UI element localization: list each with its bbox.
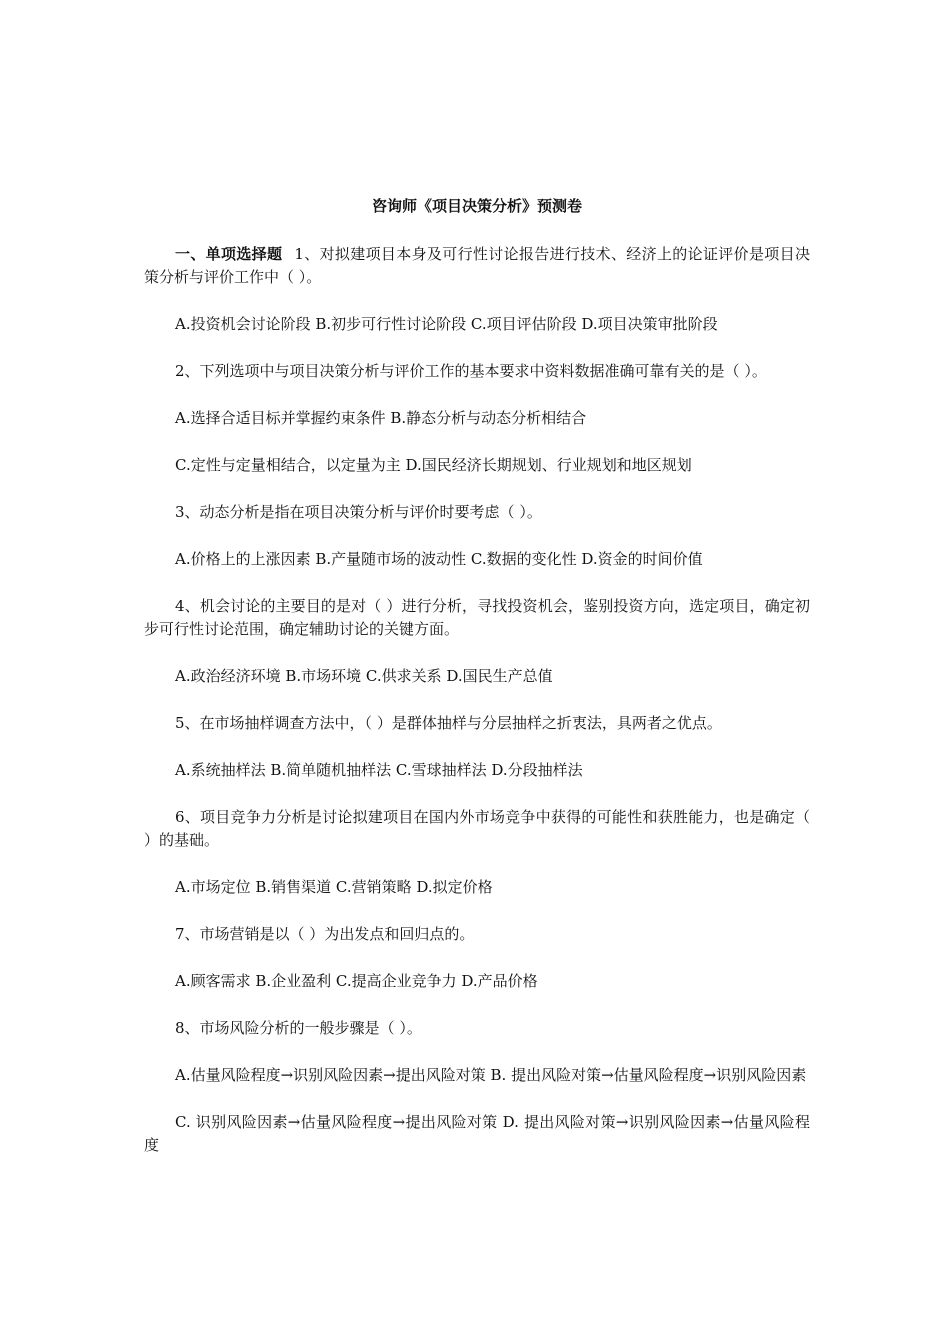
section-label: 一、单项选择题	[175, 245, 283, 263]
question-4: 4、机会讨论的主要目的是对（ ）进行分析，寻找投资机会，鉴别投资方向，选定项目，确定初步可行性讨论范围，确定辅助讨论的关键方面。	[144, 597, 810, 638]
question-2: 2、下列选项中与项目决策分析与评价工作的基本要求中资料数据准确可靠有关的是（ ）。	[175, 362, 767, 380]
question-8: 8、市场风险分析的一般步骤是（ ）。	[175, 1019, 422, 1037]
question-8-options-ab: A.估量风险程度→识别风险因素→提出风险对策 B. 提出风险对策→估量风险程度→识别风险因素	[175, 1066, 807, 1084]
question-1-options: A.投资机会讨论阶段 B.初步可行性讨论阶段 C.项目评估阶段 D.项目决策审批阶段	[175, 315, 718, 333]
question-5-options: A.系统抽样法 B.简单随机抽样法 C.雪球抽样法 D.分段抽样法	[175, 761, 583, 779]
question-6-options: A.市场定位 B.销售渠道 C.营销策略 D.拟定价格	[175, 878, 493, 896]
question-4-options: A.政治经济环境 B.市场环境 C.供求关系 D.国民生产总值	[175, 667, 553, 685]
document-title: 咨询师《项目决策分析》预测卷	[371, 197, 582, 215]
question-2-options-ab: A.选择合适目标并掌握约束条件 B.静态分析与动态分析相结合	[175, 409, 587, 427]
question-8-options-cd: C. 识别风险因素→估量风险程度→提出风险对策 D. 提出风险对策→识别风险因素→估量风险程度	[144, 1113, 810, 1154]
question-3: 3、动态分析是指在项目决策分析与评价时要考虑（ ）。	[175, 503, 542, 521]
question-1	[144, 243, 810, 289]
question-1-text: 1、对拟建项目本身及可行性讨论报告进行技术、经济上的论证评价是项目决策分析与评价工作中（ ）。	[144, 245, 810, 286]
question-6: 6、项目竞争力分析是讨论拟建项目在国内外市场竞争中获得的可能性和获胜能力，也是确定（ ）的基础。	[144, 808, 810, 849]
question-2-options-cd: C.定性与定量相结合，以定量为主 D.国民经济长期规划、行业规划和地区规划	[175, 456, 692, 474]
question-5: 5、在市场抽样调查方法中，（ ）是群体抽样与分层抽样之折衷法，具两者之优点。	[175, 714, 722, 732]
question-3-options: A.价格上的上涨因素 B.产量随市场的波动性 C.数据的变化性 D.资金的时间价值	[175, 550, 703, 568]
question-7: 7、市场营销是以（ ）为出发点和回归点的。	[175, 925, 475, 943]
question-7-options: A.顾客需求 B.企业盈利 C.提高企业竞争力 D.产品价格	[175, 972, 538, 990]
